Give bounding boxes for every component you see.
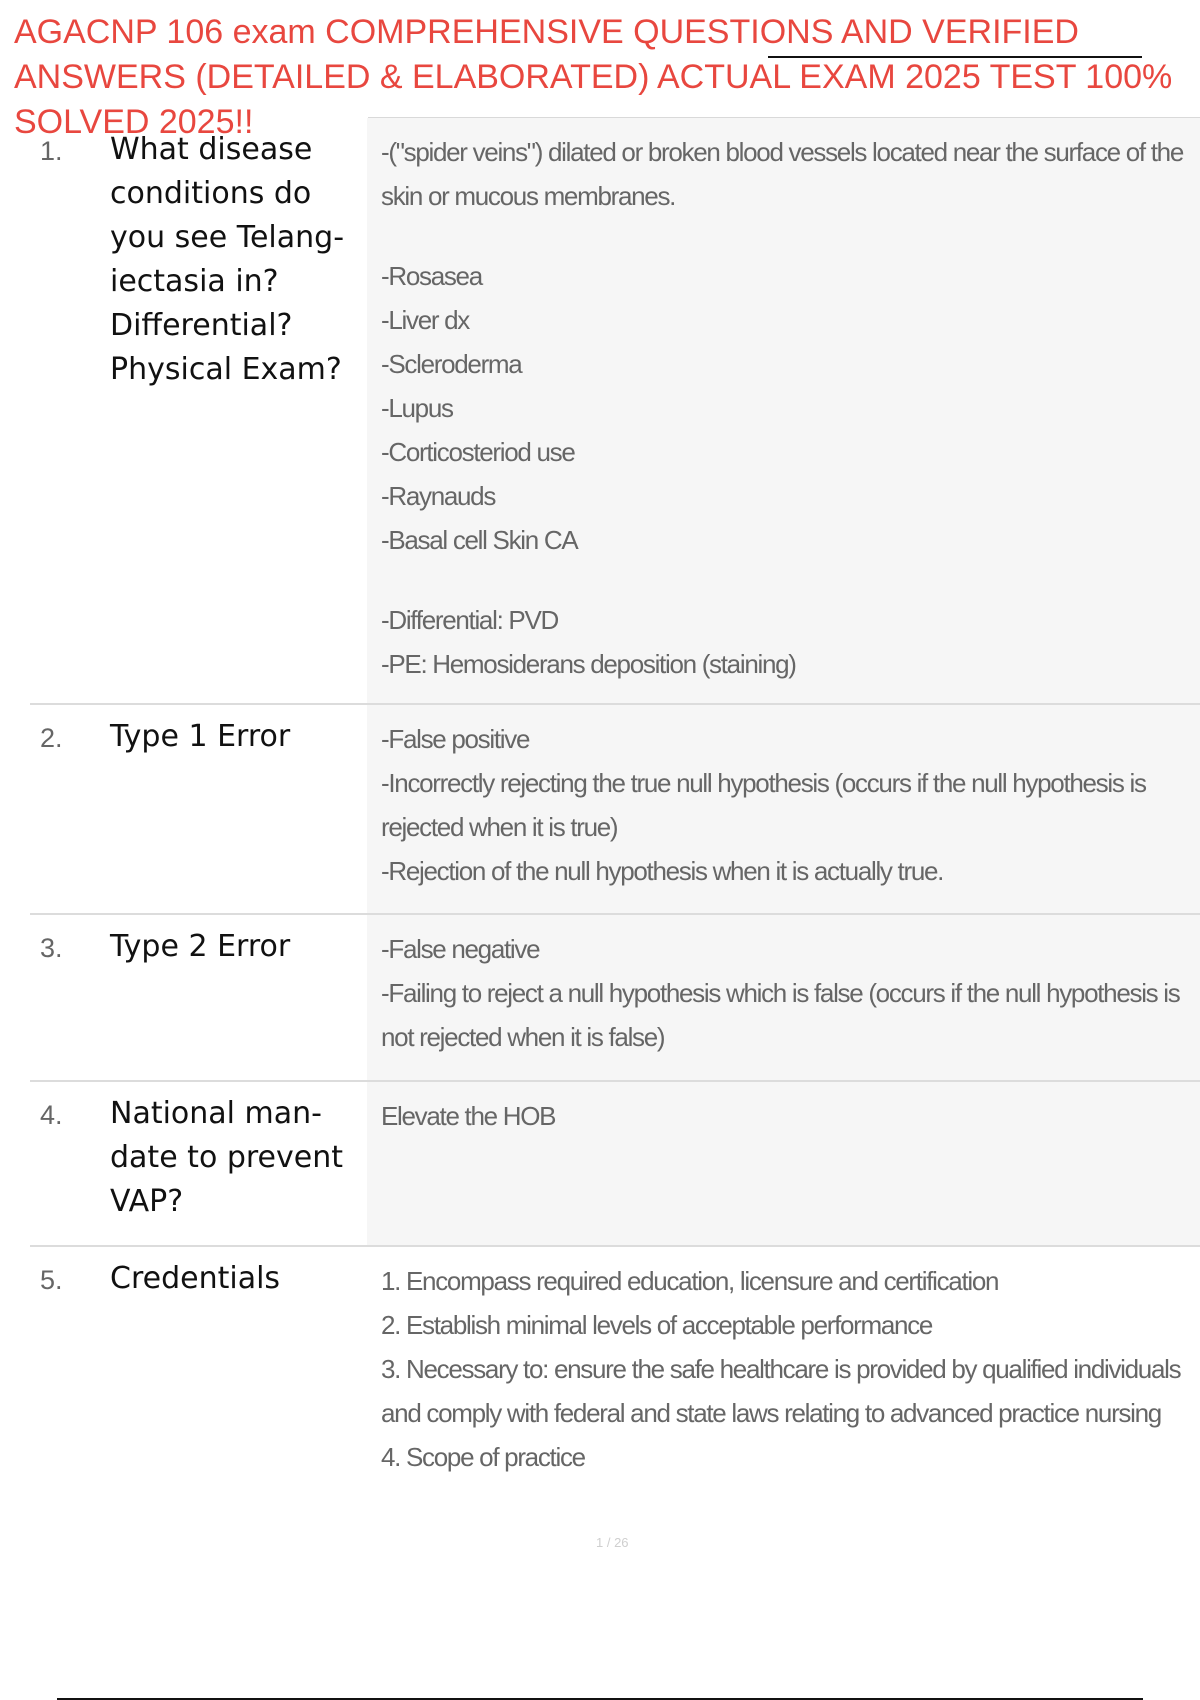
answer-line: -Raynauds [381, 481, 496, 511]
document-title: AGACNP 106 exam COMPREHENSIVE QUESTIONS AND VERIFIED ANSWERS (DETAILED & ELABORATED) ACTUAL EXAM 2025 TEST 100% SOLVED 2025!! [14, 13, 1173, 141]
answer-line: -Differential: PVD [381, 605, 558, 635]
answer-spacer [381, 218, 1186, 254]
answer-line: -Scleroderma [381, 349, 522, 379]
item-number: 3. [40, 933, 63, 963]
qa-row-4 [30, 1082, 1200, 1247]
answer-line: 2. Establish minimal levels of acceptable performance [381, 1310, 933, 1340]
answer-line: -Liver dx [381, 305, 469, 335]
item-number: 1. [40, 136, 63, 166]
question-text: Credentials [110, 1261, 281, 1296]
question-text: What disease conditions do you see Telang-iectasia in? Differential? Physical Exam? [110, 132, 345, 387]
answer-line: 4. Scope of practice [381, 1442, 585, 1472]
question-text: Type 2 Error [110, 929, 291, 964]
qa-row-1 [30, 118, 1200, 705]
qa-row-3 [30, 915, 1200, 1082]
answer-line: 3. Necessary to: ensure the safe healthcare is provided by qualified individuals [381, 1354, 1181, 1384]
answer-panel [367, 1082, 1200, 1245]
answer-line: -PE: Hemosiderans deposition (staining) [381, 649, 796, 679]
answer-panel [367, 915, 1200, 1080]
answer-line: -False positive [381, 724, 530, 754]
answer-line: Elevate the HOB [381, 1101, 556, 1131]
answer-line: -Basal cell Skin CA [381, 525, 578, 555]
item-number: 4. [40, 1100, 63, 1130]
answer-line: -("spider veins") dilated or broken blood vessels located near the surface of the [381, 137, 1183, 167]
answer-line: skin or mucous membranes. [381, 181, 676, 211]
answer-line: and comply with federal and state laws relating to advanced practice nursing [381, 1398, 1161, 1428]
answer-panel [367, 118, 1200, 703]
answer-line: -Rejection of the null hypothesis when it is actually true. [381, 856, 944, 886]
question-text: Type 1 Error [110, 719, 291, 754]
page-number: 1 / 26 [596, 1535, 629, 1550]
qa-row-5 [30, 1247, 1200, 1502]
answer-line: -Corticosteriod use [381, 437, 575, 467]
answer-line: rejected when it is true) [381, 812, 618, 842]
answer-panel [367, 1247, 1200, 1502]
qa-table [30, 118, 1200, 1502]
qa-row-2 [30, 705, 1200, 915]
answer-line: -Rosasea [381, 261, 482, 291]
answer-line: 1. Encompass required education, licensure and certification [381, 1266, 999, 1296]
answer-line: -Incorrectly rejecting the true null hypothesis (occurs if the null hypothesis is [381, 768, 1146, 798]
answer-line: -Lupus [381, 393, 453, 423]
answer-line: not rejected when it is false) [381, 1022, 665, 1052]
item-number: 2. [40, 723, 63, 753]
item-number: 5. [40, 1265, 63, 1295]
answer-line: -False negative [381, 934, 540, 964]
question-text: National man-date to prevent VAP? [110, 1096, 343, 1219]
answer-spacer [381, 562, 1186, 598]
answer-panel [367, 705, 1200, 913]
answer-line: -Failing to reject a null hypothesis which is false (occurs if the null hypothesis is [381, 978, 1180, 1008]
